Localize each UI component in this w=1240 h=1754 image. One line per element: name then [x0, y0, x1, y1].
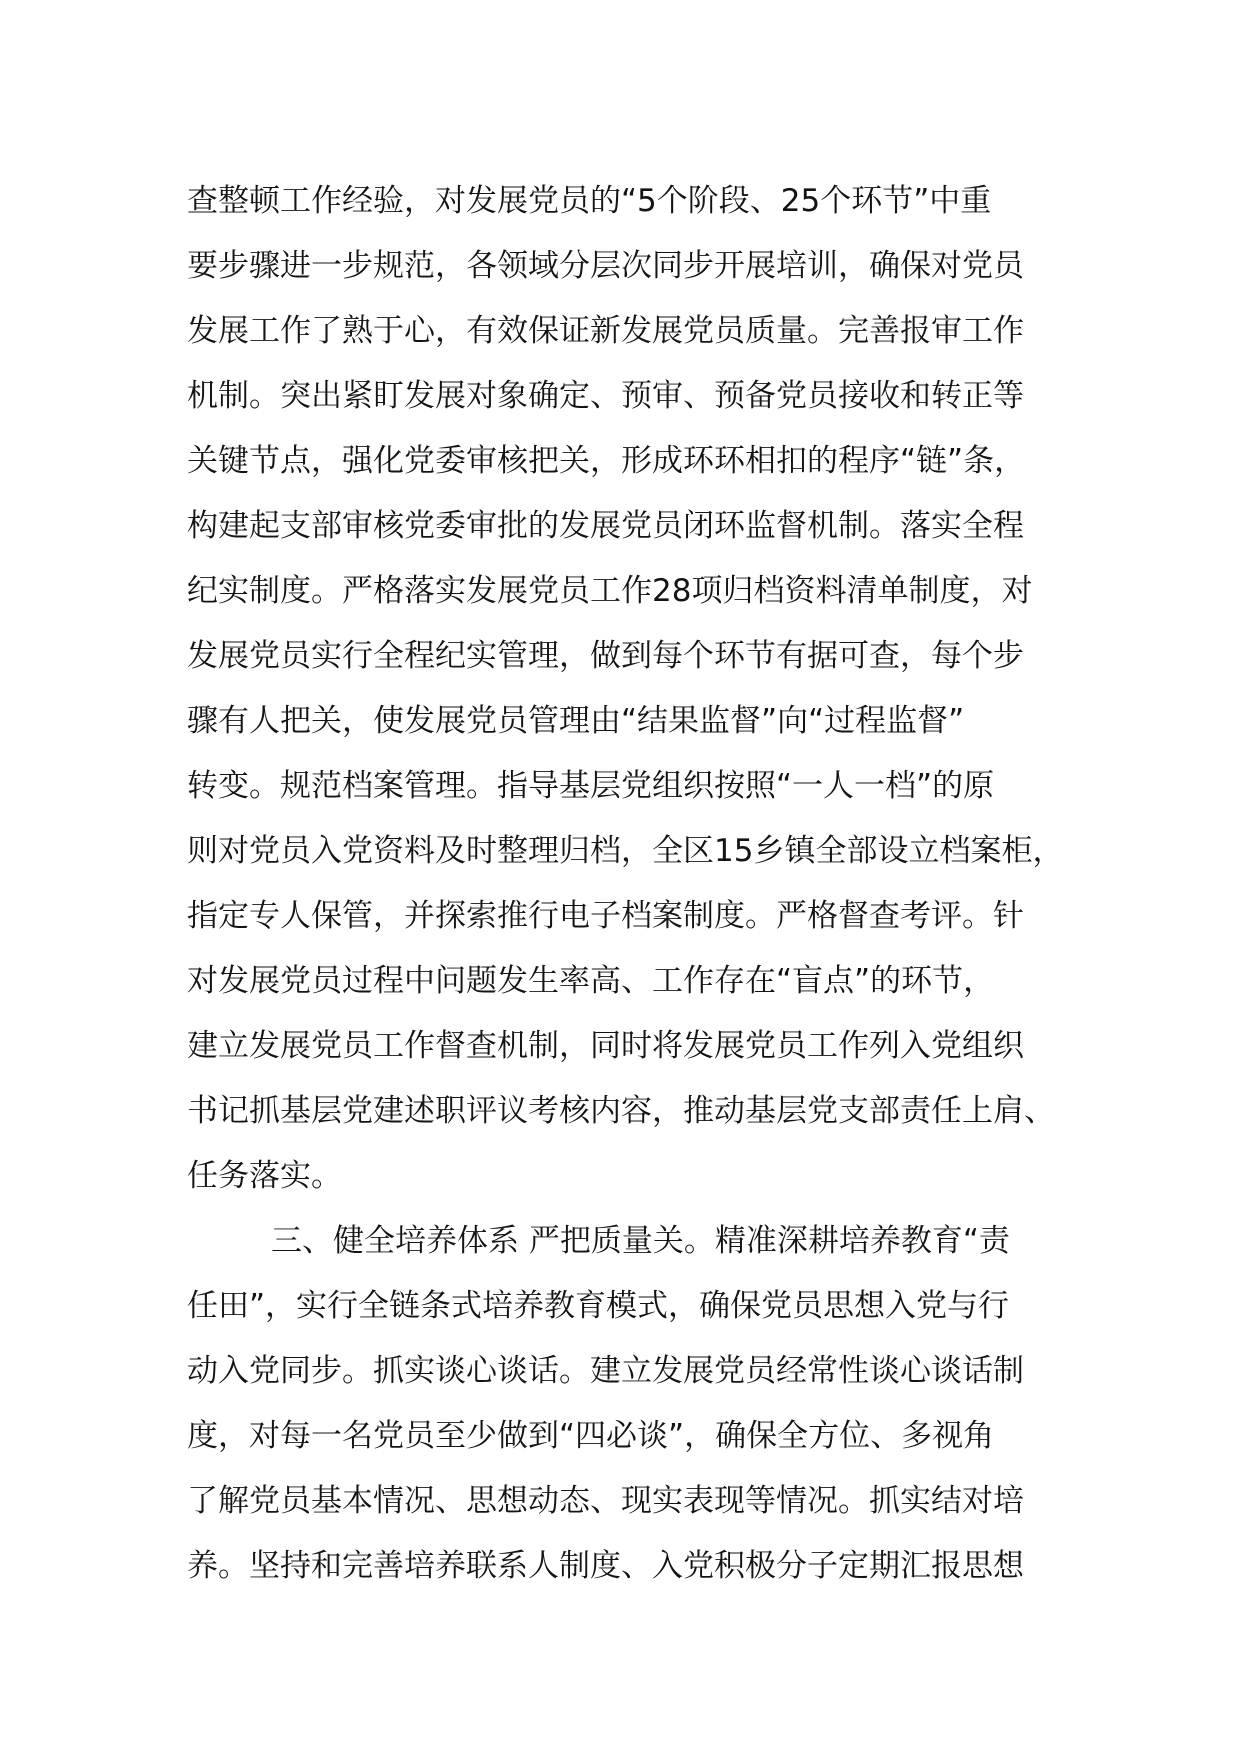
text-line: 要步骤进一步规范，各领域分层次同步开展培训，确保对党员: [187, 248, 1024, 284]
text-line: 发展工作了熟于心，有效保证新发展党员质量。完善报审工作: [187, 313, 1024, 349]
text-line: 查整顿工作经验，对发展党员的“5个阶段、25个环节”中重: [187, 183, 992, 219]
text-line: 构建起支部审核党委审批的发展党员闭环监督机制。落实全程: [187, 508, 1024, 544]
text-line: 建立发展党员工作督查机制，同时将发展党员工作列入党组织: [187, 1028, 1024, 1064]
text-line: 书记抓基层党建述职评议考核内容，推动基层党支部责任上肩、: [187, 1093, 1055, 1129]
text-line: 养。坚持和完善培养联系人制度、入党积极分子定期汇报思想: [187, 1548, 1024, 1584]
text-line: 机制。突出紧盯发展对象确定、预审、预备党员接收和转正等: [187, 378, 1024, 414]
text-line: 任务落实。: [187, 1158, 342, 1194]
text-line: 纪实制度。严格落实发展党员工作28项归档资料清单制度，对: [187, 573, 1033, 609]
text-line: 度，对每一名党员至少做到“四必谈”，确保全方位、多视角: [187, 1418, 995, 1454]
text-line: 了解党员基本情况、思想动态、现实表现等情况。抓实结对培: [187, 1483, 1024, 1519]
text-line: 指定专人保管，并探索推行电子档案制度。严格督查考评。针: [187, 898, 1024, 934]
text-line: 发展党员实行全程纪实管理，做到每个环节有据可查，每个步: [187, 638, 1024, 674]
text-line: 任田”，实行全链条式培养教育模式，确保党员思想入党与行: [187, 1288, 1010, 1324]
text-line: 对发展党员过程中问题发生率高、工作存在“盲点”的环节，: [187, 963, 995, 999]
text-line: 则对党员入党资料及时整理归档，全区15乡镇全部设立档案柜，: [187, 833, 1064, 869]
text-line: 转变。规范档案管理。指导基层党组织按照“一人一档”的原: [187, 768, 995, 804]
text-line: 关键节点，强化党委审核把关，形成环环相扣的程序“链”条，: [187, 443, 1026, 479]
text-line: 骤有人把关，使发展党员管理由“结果监督”向“过程监督”: [187, 703, 965, 739]
section-heading-line: 三、健全培养体系 严把质量关。精准深耕培养教育“责: [271, 1223, 1010, 1259]
text-line: 动入党同步。抓实谈心谈话。建立发展党员经常性谈心谈话制: [187, 1353, 1024, 1389]
